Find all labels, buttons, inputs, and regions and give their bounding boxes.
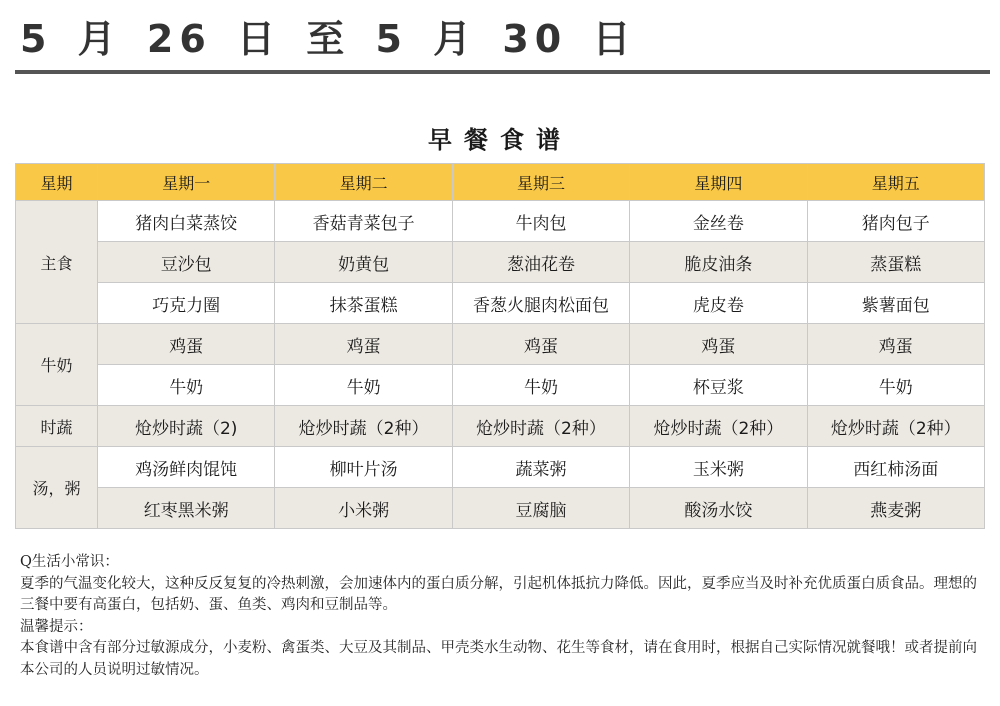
table-header-row xyxy=(16,164,985,201)
menu-cell: 玉米粥 xyxy=(630,447,807,488)
menu-cell: 酸汤水饺 xyxy=(630,488,807,529)
table-row xyxy=(16,488,985,529)
menu-cell: 红枣黑米粥 xyxy=(98,488,275,529)
category-label: 汤，粥 xyxy=(16,447,98,529)
menu-cell: 香菇青菜包子 xyxy=(275,201,452,242)
menu-cell: 豆腐脑 xyxy=(452,488,629,529)
menu-cell: 牛奶 xyxy=(452,365,629,406)
menu-title: 早餐食谱 xyxy=(428,126,572,154)
menu-cell: 鸡蛋 xyxy=(98,324,275,365)
column-header: 星期三 xyxy=(452,164,629,201)
menu-cell: 炝炒时蔬（2种） xyxy=(452,406,629,447)
title-divider xyxy=(15,70,990,74)
menu-cell: 炝炒时蔬（2种） xyxy=(630,406,807,447)
menu-cell: 牛奶 xyxy=(807,365,984,406)
column-header: 星期四 xyxy=(630,164,807,201)
category-label: 牛奶 xyxy=(16,324,98,406)
tip-heading: Q生活小常识： xyxy=(20,554,119,570)
menu-cell: 西红柿汤面 xyxy=(807,447,984,488)
menu-cell: 猪肉包子 xyxy=(807,201,984,242)
menu-cell: 香葱火腿肉松面包 xyxy=(452,283,629,324)
table-row xyxy=(16,406,985,447)
menu-cell: 葱油花卷 xyxy=(452,242,629,283)
column-header: 星期五 xyxy=(807,164,984,201)
menu-cell: 鸡蛋 xyxy=(630,324,807,365)
table-row xyxy=(16,242,985,283)
menu-cell: 牛奶 xyxy=(98,365,275,406)
column-header: 星期一 xyxy=(98,164,275,201)
column-header: 星期 xyxy=(16,164,98,201)
menu-cell: 豆沙包 xyxy=(98,242,275,283)
menu-cell: 猪肉白菜蒸饺 xyxy=(98,201,275,242)
menu-cell: 鸡汤鲜肉馄饨 xyxy=(98,447,275,488)
table-row xyxy=(16,324,985,365)
column-header: 星期二 xyxy=(275,164,452,201)
menu-cell: 鸡蛋 xyxy=(807,324,984,365)
menu-cell: 金丝卷 xyxy=(630,201,807,242)
menu-cell: 炝炒时蔬（2) xyxy=(98,406,275,447)
menu-cell: 牛奶 xyxy=(275,365,452,406)
menu-cell: 牛肉包 xyxy=(452,201,629,242)
category-label: 主食 xyxy=(16,201,98,324)
menu-cell: 鸡蛋 xyxy=(275,324,452,365)
reminder-text: 本食谱中含有部分过敏源成分，小麦粉、禽蛋类、大豆及其制品、甲壳类水生动物、花生等食材，请在食用时，根据自己实际情况就餐哦！或者提前向本公司的人员说明过敏情况。 xyxy=(20,640,977,678)
menu-cell: 小米粥 xyxy=(275,488,452,529)
menu-cell: 脆皮油条 xyxy=(630,242,807,283)
breakfast-menu-table xyxy=(15,163,985,529)
reminder-heading: 温馨提示： xyxy=(20,618,93,635)
menu-cell: 杯豆浆 xyxy=(630,365,807,406)
menu-cell: 蒸蛋糕 xyxy=(807,242,984,283)
menu-cell: 奶黄包 xyxy=(275,242,452,283)
menu-cell: 炝炒时蔬（2种） xyxy=(807,406,984,447)
notes-section xyxy=(20,552,990,681)
menu-cell: 鸡蛋 xyxy=(452,324,629,365)
table-row xyxy=(16,283,985,324)
menu-cell: 蔬菜粥 xyxy=(452,447,629,488)
menu-cell: 虎皮卷 xyxy=(630,283,807,324)
menu-cell: 燕麦粥 xyxy=(807,488,984,529)
tip-text: 夏季的气温变化较大，这种反反复复的冷热刺激，会加速体内的蛋白质分解，引起机体抵抗力降低。因此，夏季应当及时补充优质蛋白质食品。理想的三餐中要有高蛋白，包括奶、蛋、鱼类、鸡肉和豆制品等。 xyxy=(20,575,977,613)
menu-cell: 柳叶片汤 xyxy=(275,447,452,488)
table-row xyxy=(16,365,985,406)
menu-cell: 抹茶蛋糕 xyxy=(275,283,452,324)
category-label: 时蔬 xyxy=(16,406,98,447)
menu-cell: 炝炒时蔬（2种） xyxy=(275,406,452,447)
menu-cell: 巧克力圈 xyxy=(98,283,275,324)
menu-cell: 紫薯面包 xyxy=(807,283,984,324)
page-title: 5 月 26 日 至 5 月 30 日 xyxy=(20,17,637,61)
table-row xyxy=(16,201,985,242)
table-row xyxy=(16,447,985,488)
